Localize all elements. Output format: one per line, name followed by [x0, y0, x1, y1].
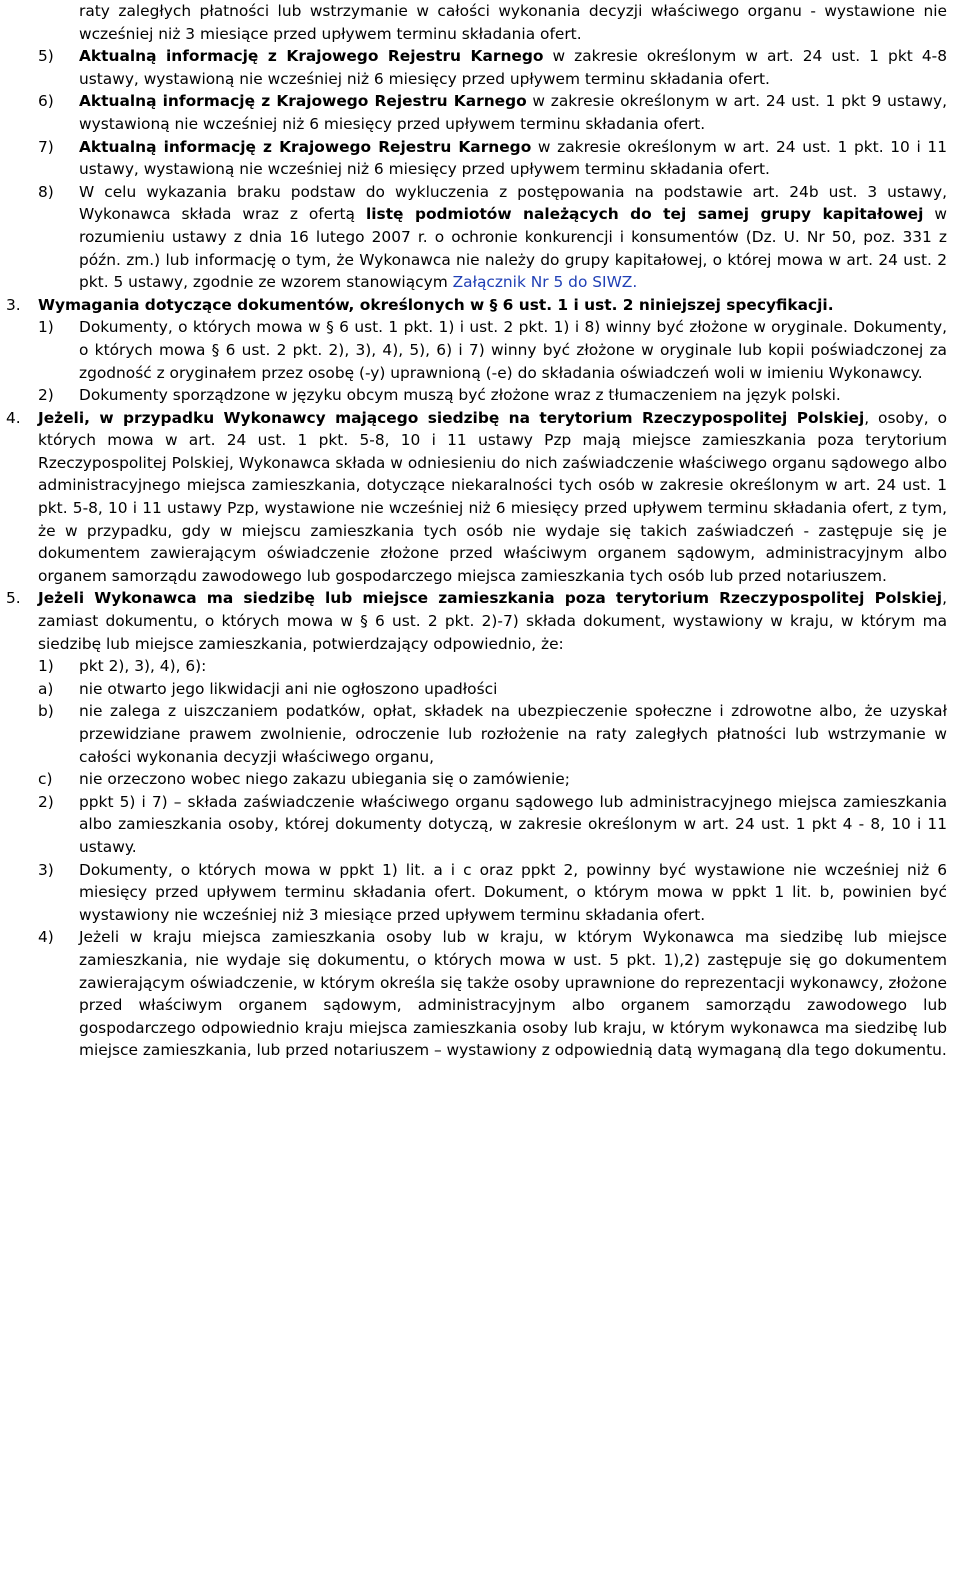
list-number: 7) [38, 137, 54, 156]
bold-text: Aktualną informację z Krajowego Rejestru Karnego [79, 92, 527, 111]
section-5-sub-b [6, 700, 947, 768]
section-5-sub-3 [6, 859, 947, 927]
item-text: Dokumenty, o których mowa w § 6 ust. 1 pkt. 1) i ust. 2 pkt. 1) i 8) winny być złożone w oryginale. Dokumenty, o których mowa § 6 ust. 2 pkt. 2), 3), 4), 5), 6) i 7) winny być złożone w oryginale lub kopii poświadczonej za zgodność z oryginałem przez osobę (-y) uprawnioną (-e) do składania oświadczeń woli w imieniu Wykonawcy. [79, 318, 947, 382]
section-3-item-2 [6, 384, 947, 407]
section-5-sub-2 [6, 791, 947, 859]
section-text: , zamiast dokumentu, o których mowa w § 6 ust. 2 pkt. 2)-7) składa dokument, wystawiony w kraju, w którym ma siedzibę lub miejsce zamieszkania, potwierdzający odpowiednio, że: [38, 589, 947, 653]
item-text: nie otwarto jego likwidacji ani nie ogłoszono upadłości [79, 679, 498, 698]
section-4 [6, 407, 947, 588]
bold-text: Jeżeli Wykonawca ma siedzibę lub miejsce zamieszkania poza terytorium Rzeczypospolitej Polskiej [38, 589, 943, 608]
list-number: 1) [38, 657, 54, 676]
bold-text: Aktualną informację z Krajowego Rejestru Karnego [79, 137, 532, 156]
section-5-sub-1 [6, 655, 947, 678]
item-text: Dokumenty sporządzone w języku obcym muszą być złożone wraz z tłumaczeniem na język polski. [79, 386, 841, 405]
list-number: 2) [38, 792, 54, 811]
section-5-sub-c [6, 768, 947, 791]
item-text: ppkt 5) i 7) – składa zaświadczenie właściwego organu sądowego lub administracyjnego miejsca zamieszkania albo zamieszkania osoby, której dokumenty dotyczą, w zakresie określonym w art. 24 ust. 1 pkt 4 - 8, 10 i 11 ustawy. [79, 792, 947, 856]
item-text: w zakresie określonym w art. 24 ust. 1 pkt 9 ustawy, wystawioną nie wcześniej niż 6 miesięcy przed upływem terminu składania ofert. [79, 92, 947, 133]
list-letter: b) [38, 702, 54, 721]
item-text: nie orzeczono wobec niego zakazu ubiegania się o zamówienie; [79, 770, 570, 789]
section-text: , osoby, o których mowa w art. 24 ust. 1 pkt. 5-8, 10 i 11 ustawy Pzp mają miejsce zamieszkania poza terytorium Rzeczypospolitej Polskiej, Wykonawca składa w odniesieniu do nich zaświadczenie właściwego organu sądowego albo administracyjnego miejsca zamieszkania, dotyczące niekaralności tych osób w zakresie określonym w art. 24 ust. 1 pkt. 5-8, 10 i 11 ustawy Pzp, wystawione nie wcześniej niż 6 miesięcy przed upływem terminu składania ofert, z tym, że w przypadku, gdy w miejscu zamieszkania tych osób nie wydaje się takich zaświadczeń - zastępuje się je dokumentem zawierającym oświadczenie złożone przed właściwym organem sądowym, administracyjnym albo organem samorządu zawodowego lub gospodarczego miejsca zamieszkania tych osób lub przed notariuszem. [38, 408, 947, 585]
item-text: w zakresie określonym w art. 24 ust. 1 pkt 4-8 ustawy, wystawioną nie wcześniej niż 6 miesięcy przed upływem terminu składania ofert. [79, 47, 947, 88]
item-text: nie zalega z uiszczaniem podatków, opłat, składek na ubezpieczenie społeczne i zdrowotne albo, że uzyskał przewidziane prawem zwolnienie, odroczenie lub rozłożenie na raty zaległych płatności lub wstrzymanie w całości wykonania decyzji właściwego organu, [79, 702, 947, 766]
bold-text: Aktualną informację z Krajowego Rejestru Karnego [79, 47, 544, 66]
item-text: Jeżeli w kraju miejsca zamieszkania osoby lub w kraju, w którym Wykonawca ma siedzibę lub miejsce zamieszkania, nie wydaje się dokumentu, o których mowa w ust. 5 pkt. 1),2) zastępuje się go dokumentem zawierającym oświadczenie, w którym określa się także osoby uprawnione do reprezentacji wykonawcy, złożone przed właściwym organem sądowym, administracyjnym albo organem samorządu zawodowego lub gospodarczego odpowiednio kraju miejsca zamieszkania osoby lub kraju, w którym wykonawca ma siedzibę lub miejsce zamieszkania, lub przed notariuszem – wystawiony z odpowiednią datą wymaganą dla tego dokumentu. [79, 928, 947, 1060]
list-number: 4) [38, 928, 54, 947]
list-item-8 [6, 181, 947, 294]
section-number: 5. [6, 589, 21, 608]
list-number: 5) [38, 47, 54, 66]
attachment-link[interactable]: Załącznik Nr 5 do SIWZ. [452, 273, 638, 292]
section-title: Wymagania dotyczące dokumentów, określonych w § 6 ust. 1 i ust. 2 niniejszej specyfikacji. [38, 295, 834, 314]
item-text: W celu wykazania braku podstaw do wykluczenia z postępowania na podstawie art. 24b ust. 3 ustawy, Wykonawca składa wraz z ofertą [79, 182, 947, 224]
list-letter: a) [38, 679, 54, 698]
bold-text: listę podmiotów należących do tej samej grupy kapitałowej [365, 205, 924, 224]
item-text: Dokumenty, o których mowa w ppkt 1) lit. a i c oraz ppkt 2, powinny być wystawione nie wcześniej niż 6 miesięcy przed upływem terminu składania ofert. Dokument, o którym mowa w ppkt 1 lit. b, powinien być wystawiony nie wcześniej niż 3 miesiące przed upływem terminu składania ofert. [79, 860, 947, 924]
list-item-7 [6, 136, 947, 181]
list-number: 1) [38, 318, 54, 337]
section-number: 3. [6, 295, 21, 314]
section-number: 4. [6, 408, 21, 427]
bold-text: Jeżeli, w przypadku Wykonawcy mającego siedzibę na terytorium Rzeczypospolitej Polskiej [38, 408, 865, 427]
paragraph-continuation: raty zaległych płatności lub wstrzymanie w całości wykonania decyzji właściwego organu - wystawione nie wcześniej niż 3 miesiące przed upływem terminu składania ofert. [79, 2, 947, 43]
section-3-heading [6, 294, 947, 317]
item-text: w rozumieniu ustawy z dnia 16 lutego 2007 r. o ochronie konkurencji i konsumentów (Dz. U. Nr 50, poz. 331 z późn. zm.) lub informację o tym, że Wykonawca nie należy do grupy kapitałowej, o której mowa w art. 24 ust. 2 pkt. 5 ustawy, zgodnie ze wzorem stanowiącym [79, 205, 947, 292]
section-5-sub-a [6, 678, 947, 701]
list-item-5 [6, 45, 947, 90]
list-letter: c) [38, 770, 53, 789]
item-text: pkt 2), 3), 4), 6): [79, 657, 207, 676]
list-item-6 [6, 90, 947, 135]
list-number: 3) [38, 860, 54, 879]
section-5-sub-4 [6, 926, 947, 1062]
list-number: 6) [38, 92, 54, 111]
section-3-item-1 [6, 316, 947, 384]
item-text: w zakresie określonym w art. 24 ust. 1 pkt. 10 i 11 ustawy, wystawioną nie wcześniej niż 6 miesięcy przed upływem terminu składania ofert. [79, 137, 947, 179]
list-number: 2) [38, 386, 54, 405]
list-number: 8) [38, 182, 54, 201]
section-5 [6, 587, 947, 655]
